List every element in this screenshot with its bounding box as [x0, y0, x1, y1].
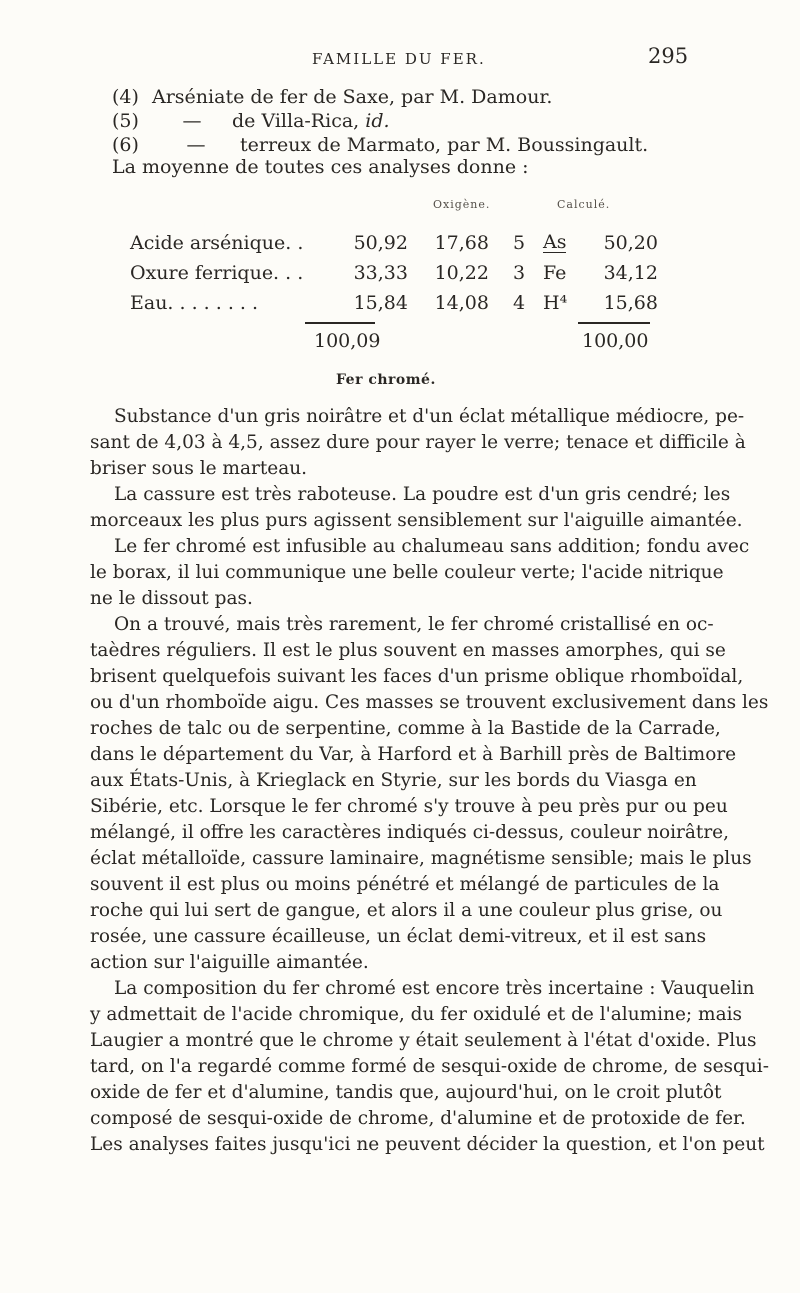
row-percent: 50,92 — [353, 232, 408, 254]
text-line: Substance d'un gris noirâtre et d'un éclat métallique médiocre, pe- — [114, 406, 745, 427]
column-header-oxygen: Oxigène. — [433, 198, 491, 211]
reference-5 — [112, 110, 390, 132]
row-symbol: Fe — [543, 262, 567, 284]
page-header — [0, 44, 800, 74]
text-line: ou d'un rhomboïde aigu. Ces masses se trouvent exclusivement dans les — [90, 692, 769, 713]
text-line: Laugier a montré que le chrome y était seulement à l'état d'oxide. Plus — [90, 1030, 757, 1051]
table-row — [130, 292, 670, 320]
reference-italic: id. — [365, 110, 390, 132]
text-line: oxide de fer et d'alumine, tandis que, aujourd'hui, on le croit plutôt — [90, 1082, 722, 1103]
text-line: roches de talc ou de serpentine, comme à la Bastide de la Carrade, — [90, 718, 721, 739]
running-title: FAMILLE DU FER. — [312, 50, 486, 68]
row-label: Eau. . . . . . . . — [130, 292, 259, 314]
text-line: La composition du fer chromé est encore très incertaine : Vauquelin — [114, 978, 755, 999]
text-line: dans le département du Var, à Harford et à Barhill près de Baltimore — [90, 744, 737, 765]
row-ratio: 4 — [513, 292, 526, 314]
text-line: rosée, une cassure écailleuse, un éclat demi-vitreux, et il est sans — [90, 926, 707, 947]
row-ratio: 3 — [513, 262, 526, 284]
reference-text: de Villa-Rica, — [232, 110, 360, 132]
total-right: 100,00 — [582, 330, 649, 352]
row-percent: 33,33 — [353, 262, 408, 284]
text-line: briser sous le marteau. — [90, 458, 308, 479]
intro-sentence: La moyenne de toutes ces analyses donne : — [112, 156, 529, 178]
reference-number: (4) — [112, 86, 139, 108]
row-ratio: 5 — [513, 232, 526, 254]
text-line: taèdres réguliers. Il est le plus souvent en masses amorphes, qui se — [90, 640, 726, 661]
total-left: 100,09 — [314, 330, 381, 352]
column-header-calculated: Calculé. — [557, 198, 611, 211]
table-row — [130, 262, 670, 290]
reference-number: (5) — [112, 110, 139, 132]
text-line: éclat métalloïde, cassure laminaire, magnétisme sensible; mais le plus — [90, 848, 752, 869]
text-line: Sibérie, etc. Lorsque le fer chromé s'y trouve à peu près pur ou peu — [90, 796, 728, 817]
text-line: Le fer chromé est infusible au chalumeau sans addition; fondu avec — [114, 536, 750, 557]
text-line: souvent il est plus ou moins pénétré et mélangé de particules de la — [90, 874, 720, 895]
text-line: y admettait de l'acide chromique, du fer oxidulé et de l'alumine; mais — [90, 1004, 743, 1025]
text-line: composé de sesqui-oxide de chrome, d'alumine et de protoxide de fer. — [90, 1108, 746, 1129]
row-label: Acide arsénique. . — [130, 232, 304, 254]
text-line: le borax, il lui communique une belle couleur verte; l'acide nitrique — [90, 562, 724, 583]
ditto-dash: — — [186, 134, 206, 156]
row-calculated: 15,68 — [603, 292, 658, 314]
text-line: Les analyses faites jusqu'ici ne peuvent décider la question, et l'on peut — [90, 1134, 765, 1155]
text-line: On a trouvé, mais très rarement, le fer chromé cristallisé en oc- — [114, 614, 714, 635]
row-oxygen: 17,68 — [434, 232, 489, 254]
text-line: mélangé, il offre les caractères indiqués ci-dessus, couleur noirâtre, — [90, 822, 729, 843]
row-oxygen: 10,22 — [434, 262, 489, 284]
body-text — [90, 404, 769, 1158]
ditto-dash: — — [182, 110, 202, 132]
section-title: Fer chromé. — [336, 372, 436, 388]
sum-rule-left — [305, 322, 375, 324]
row-calculated: 50,20 — [603, 232, 658, 254]
text-line: ne le dissout pas. — [90, 588, 253, 609]
reference-text: Arséniate de fer de Saxe, par M. Damour. — [152, 86, 553, 108]
text-line: brisent quelquefois suivant les faces d'un prisme oblique rhomboïdal, — [90, 666, 744, 687]
row-percent: 15,84 — [353, 292, 408, 314]
text-line: La cassure est très raboteuse. La poudre est d'un gris cendré; les — [114, 484, 731, 505]
row-symbol: As — [543, 231, 567, 253]
row-symbol: H⁴ — [543, 292, 568, 314]
text-line: tard, on l'a regardé comme formé de sesqui-oxide de chrome, de sesqui- — [90, 1056, 769, 1077]
table-row — [130, 232, 670, 260]
row-label: Oxure ferrique. . . — [130, 262, 304, 284]
reference-6 — [112, 134, 648, 156]
page-number: 295 — [648, 44, 689, 68]
text-line: morceaux les plus purs agissent sensiblement sur l'aiguille aimantée. — [90, 510, 743, 531]
reference-number: (6) — [112, 134, 139, 156]
text-line: sant de 4,03 à 4,5, assez dure pour rayer le verre; tenace et difficile à — [90, 432, 746, 453]
text-line: action sur l'aiguille aimantée. — [90, 952, 369, 973]
reference-4 — [112, 86, 552, 108]
reference-text: terreux de Marmato, par M. Boussingault. — [240, 134, 649, 156]
text-line: roche qui lui sert de gangue, et alors il a une couleur plus grise, ou — [90, 900, 723, 921]
row-calculated: 34,12 — [603, 262, 658, 284]
text-line: aux États-Unis, à Krieglack en Styrie, sur les bords du Viasga en — [90, 770, 697, 791]
row-oxygen: 14,08 — [434, 292, 489, 314]
sum-rule-right — [578, 322, 650, 324]
